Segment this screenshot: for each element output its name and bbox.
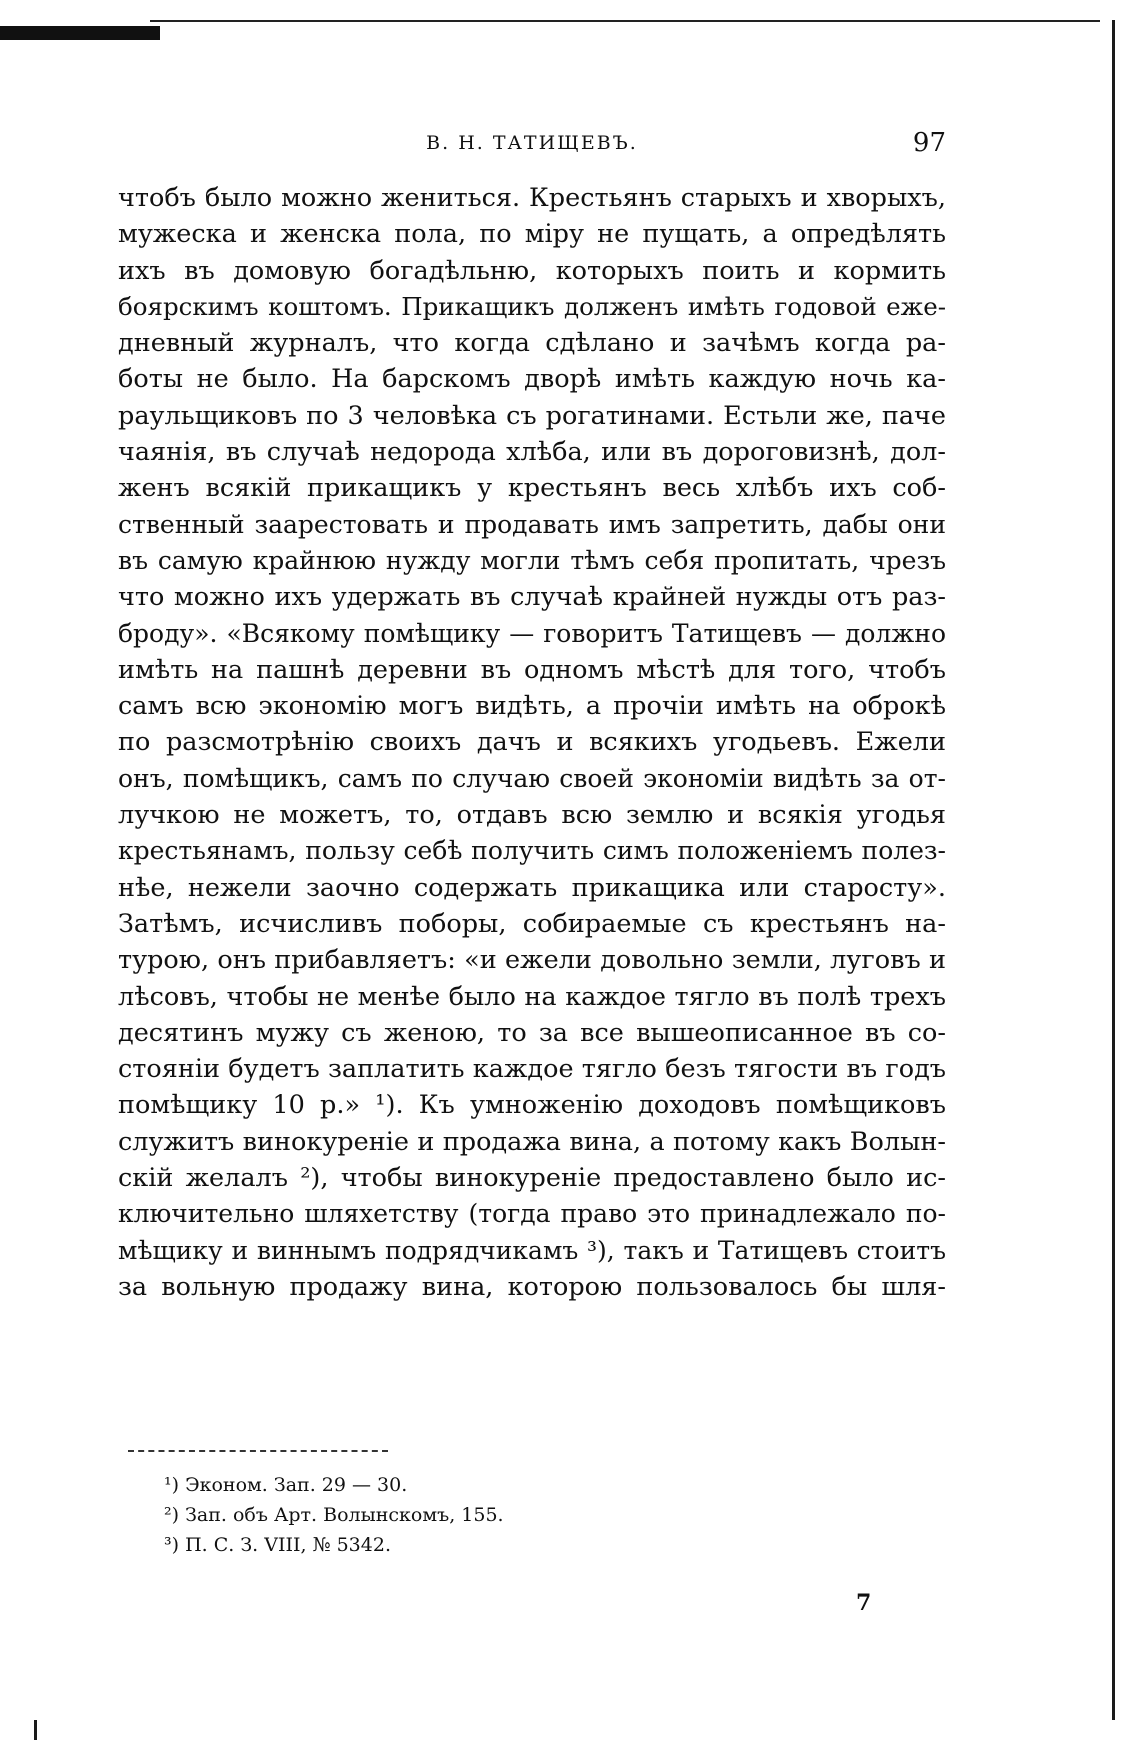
text-line: турою, онъ прибавляетъ: «и ежели довольно земли, луговъ и [118, 945, 946, 976]
text-line: мужеска и женска пола, по міру не пущать, а опредѣлять [118, 219, 946, 250]
scan-top-border [150, 20, 1100, 22]
printer-signature-mark: 7 [856, 1590, 872, 1616]
text-line: боты не было. На барскомъ дворѣ имѣть каждую ночь ка- [118, 364, 946, 395]
scan-right-border [1112, 20, 1115, 1720]
text-line: чаянія, въ случаѣ недорода хлѣба, или въ дороговизнѣ, дол- [118, 437, 946, 468]
text-line: самъ всю экономію могъ видѣть, а прочіи имѣть на оброкѣ [118, 691, 946, 722]
text-line: боярскимъ коштомъ. Прикащикъ долженъ имѣть годовой еже- [118, 291, 946, 321]
body-text [118, 180, 946, 1305]
text-line: помѣщику 10 р.» ¹). Къ умноженію доходовъ помѣщиковъ [118, 1090, 946, 1121]
text-line: крестьянамъ, пользу себѣ получить симъ положеніемъ полез- [118, 836, 946, 866]
text-line: Затѣмъ, исчисливъ поборы, собираемые съ крестьянъ на- [118, 908, 946, 939]
text-line: дневный журналъ, что когда сдѣлано и зачѣмъ когда ра- [118, 328, 946, 359]
text-line: десятинъ мужу съ женою, то за все вышеописанное въ со- [118, 1017, 946, 1048]
text-line: по разсмотрѣнію своихъ дачъ и всякихъ угодьевъ. Ежели [118, 727, 946, 758]
text-line: въ самую крайнюю нужду могли тѣмъ себя пропитать, чрезъ [118, 545, 946, 575]
text-line: стояніи будетъ заплатить каждое тягло безъ тягости въ годъ [118, 1054, 946, 1085]
scan-left-mark [34, 1720, 37, 1740]
page-number: 97 [912, 128, 946, 158]
footnotes [164, 1470, 864, 1560]
text-line: раульщиковъ по 3 человѣка съ рогатинами. Естьли же, паче [118, 400, 946, 431]
text-line: лучкою не можетъ, то, отдавъ всю землю и всякія угодья [118, 800, 946, 831]
running-title: В. Н. ТАТИЩЕВЪ. [426, 132, 638, 154]
text-line: что можно ихъ удержать въ случаѣ крайней нужды отъ раз- [118, 582, 946, 613]
text-line: ключительно шляхетству (тогда право это принадлежало по- [118, 1199, 946, 1229]
running-head [118, 128, 946, 164]
text-line: за вольную продажу вина, которою пользовалось бы шля- [118, 1271, 946, 1302]
text-line: ственный заарестовать и продавать имъ запретить, дабы они [118, 509, 946, 539]
footnote: ²) Зап. объ Арт. Волынскомъ, 155. [164, 1504, 504, 1526]
text-line: имѣть на пашнѣ деревни въ одномъ мѣстѣ для того, чтобъ [118, 654, 946, 685]
text-line: лѣсовъ, чтобы не менѣе было на каждое тягло въ полѣ трехъ [118, 981, 946, 1012]
footnote: ¹) Эконом. Зап. 29 — 30. [164, 1474, 408, 1496]
text-line: броду». «Всякому помѣщику — говоритъ Татищевъ — должно [118, 618, 946, 648]
text-line: онъ, помѣщикъ, самъ по случаю своей экономіи видѣть за от- [118, 763, 946, 793]
text-line: ихъ въ домовую богадѣльню, которыхъ поить и кормить [118, 255, 946, 286]
text-line: служитъ винокуреніе и продажа вина, а потому какъ Волын- [118, 1126, 946, 1157]
text-line: чтобъ было можно жениться. Крестьянъ старыхъ и хворыхъ, [118, 183, 946, 213]
text-line: скій желалъ ²), чтобы винокуреніе предоставлено было ис- [118, 1163, 946, 1194]
text-line: нѣе, нежели заочно содержать прикащика или старосту». [118, 872, 946, 903]
text-line: мѣщику и виннымъ подрядчикамъ ³), такъ и Татищевъ стоитъ [118, 1235, 946, 1265]
footnote-divider [128, 1450, 388, 1453]
footnote: ³) П. С. З. VIII, № 5342. [164, 1534, 391, 1556]
text-line: женъ всякій прикащикъ у крестьянъ весь хлѣбъ ихъ соб- [118, 473, 946, 504]
scan-edge-mark [0, 26, 160, 40]
